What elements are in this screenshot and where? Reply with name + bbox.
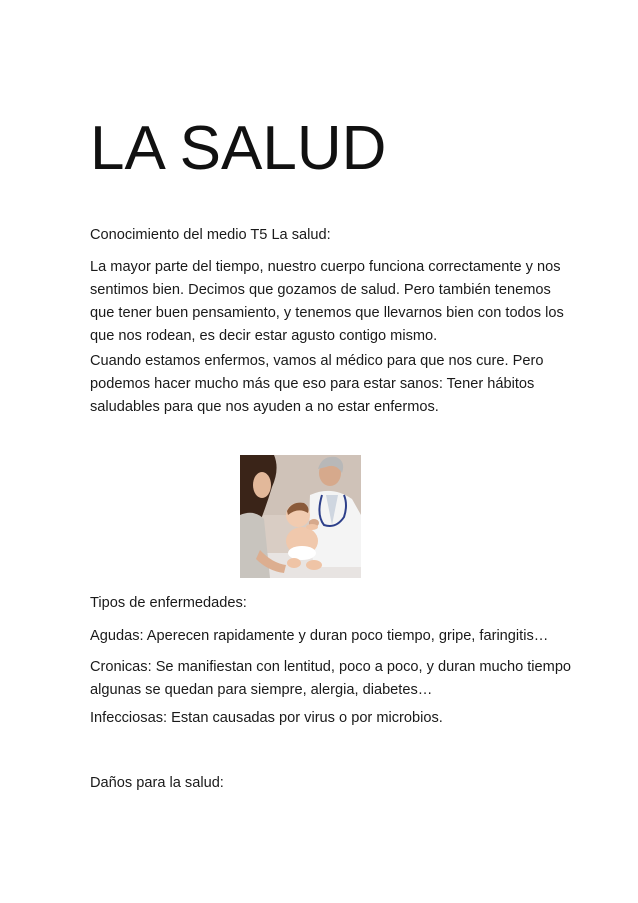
intro-line: sentimos bien. Decimos que gozamos de salud. Pero también tenemos [90,282,551,298]
agudas-paragraph [90,625,560,648]
danos-heading-text: Daños para la salud: [90,775,224,791]
cronicas-line: algunas se quedan para siempre, alergia, diabetes… [90,682,433,698]
intro-line: La mayor parte del tiempo, nuestro cuerpo funciona correctamente y nos [90,259,561,275]
doctor-baby-photo [240,455,361,578]
sick-line: saludables para que nos ayuden a no estar enfermos. [90,399,439,415]
sick-paragraph [90,350,560,419]
danos-heading [90,772,560,795]
intro-line: que tener buen pensamiento, y tenemos que llevarnos bien con todos los [90,305,564,321]
agudas-text: Agudas: Aperecen rapidamente y duran poco tiempo, gripe, faringitis… [90,628,549,644]
subtitle [90,224,560,247]
intro-paragraph [90,256,564,348]
page-title: LA SALUD [90,114,387,183]
sick-line: Cuando estamos enfermos, vamos al médico para que nos cure. Pero [90,353,544,369]
infecciosas-text: Infecciosas: Estan causadas por virus o por microbios. [90,710,443,726]
photo-illustration [240,455,361,578]
cronicas-paragraph [90,656,572,702]
subtitle-text: Conocimiento del medio T5 La salud: [90,227,331,243]
intro-line: que nos rodean, es decir estar agusto contigo mismo. [90,328,438,344]
types-heading [90,592,560,615]
types-heading-text: Tipos de enfermedades: [90,595,247,611]
infecciosas-paragraph [90,707,560,730]
sick-line: podemos hacer mucho más que eso para estar sanos: Tener hábitos [90,376,535,392]
cronicas-line: Cronicas: Se manifiestan con lentitud, poco a poco, y duran mucho tiempo [90,659,572,675]
